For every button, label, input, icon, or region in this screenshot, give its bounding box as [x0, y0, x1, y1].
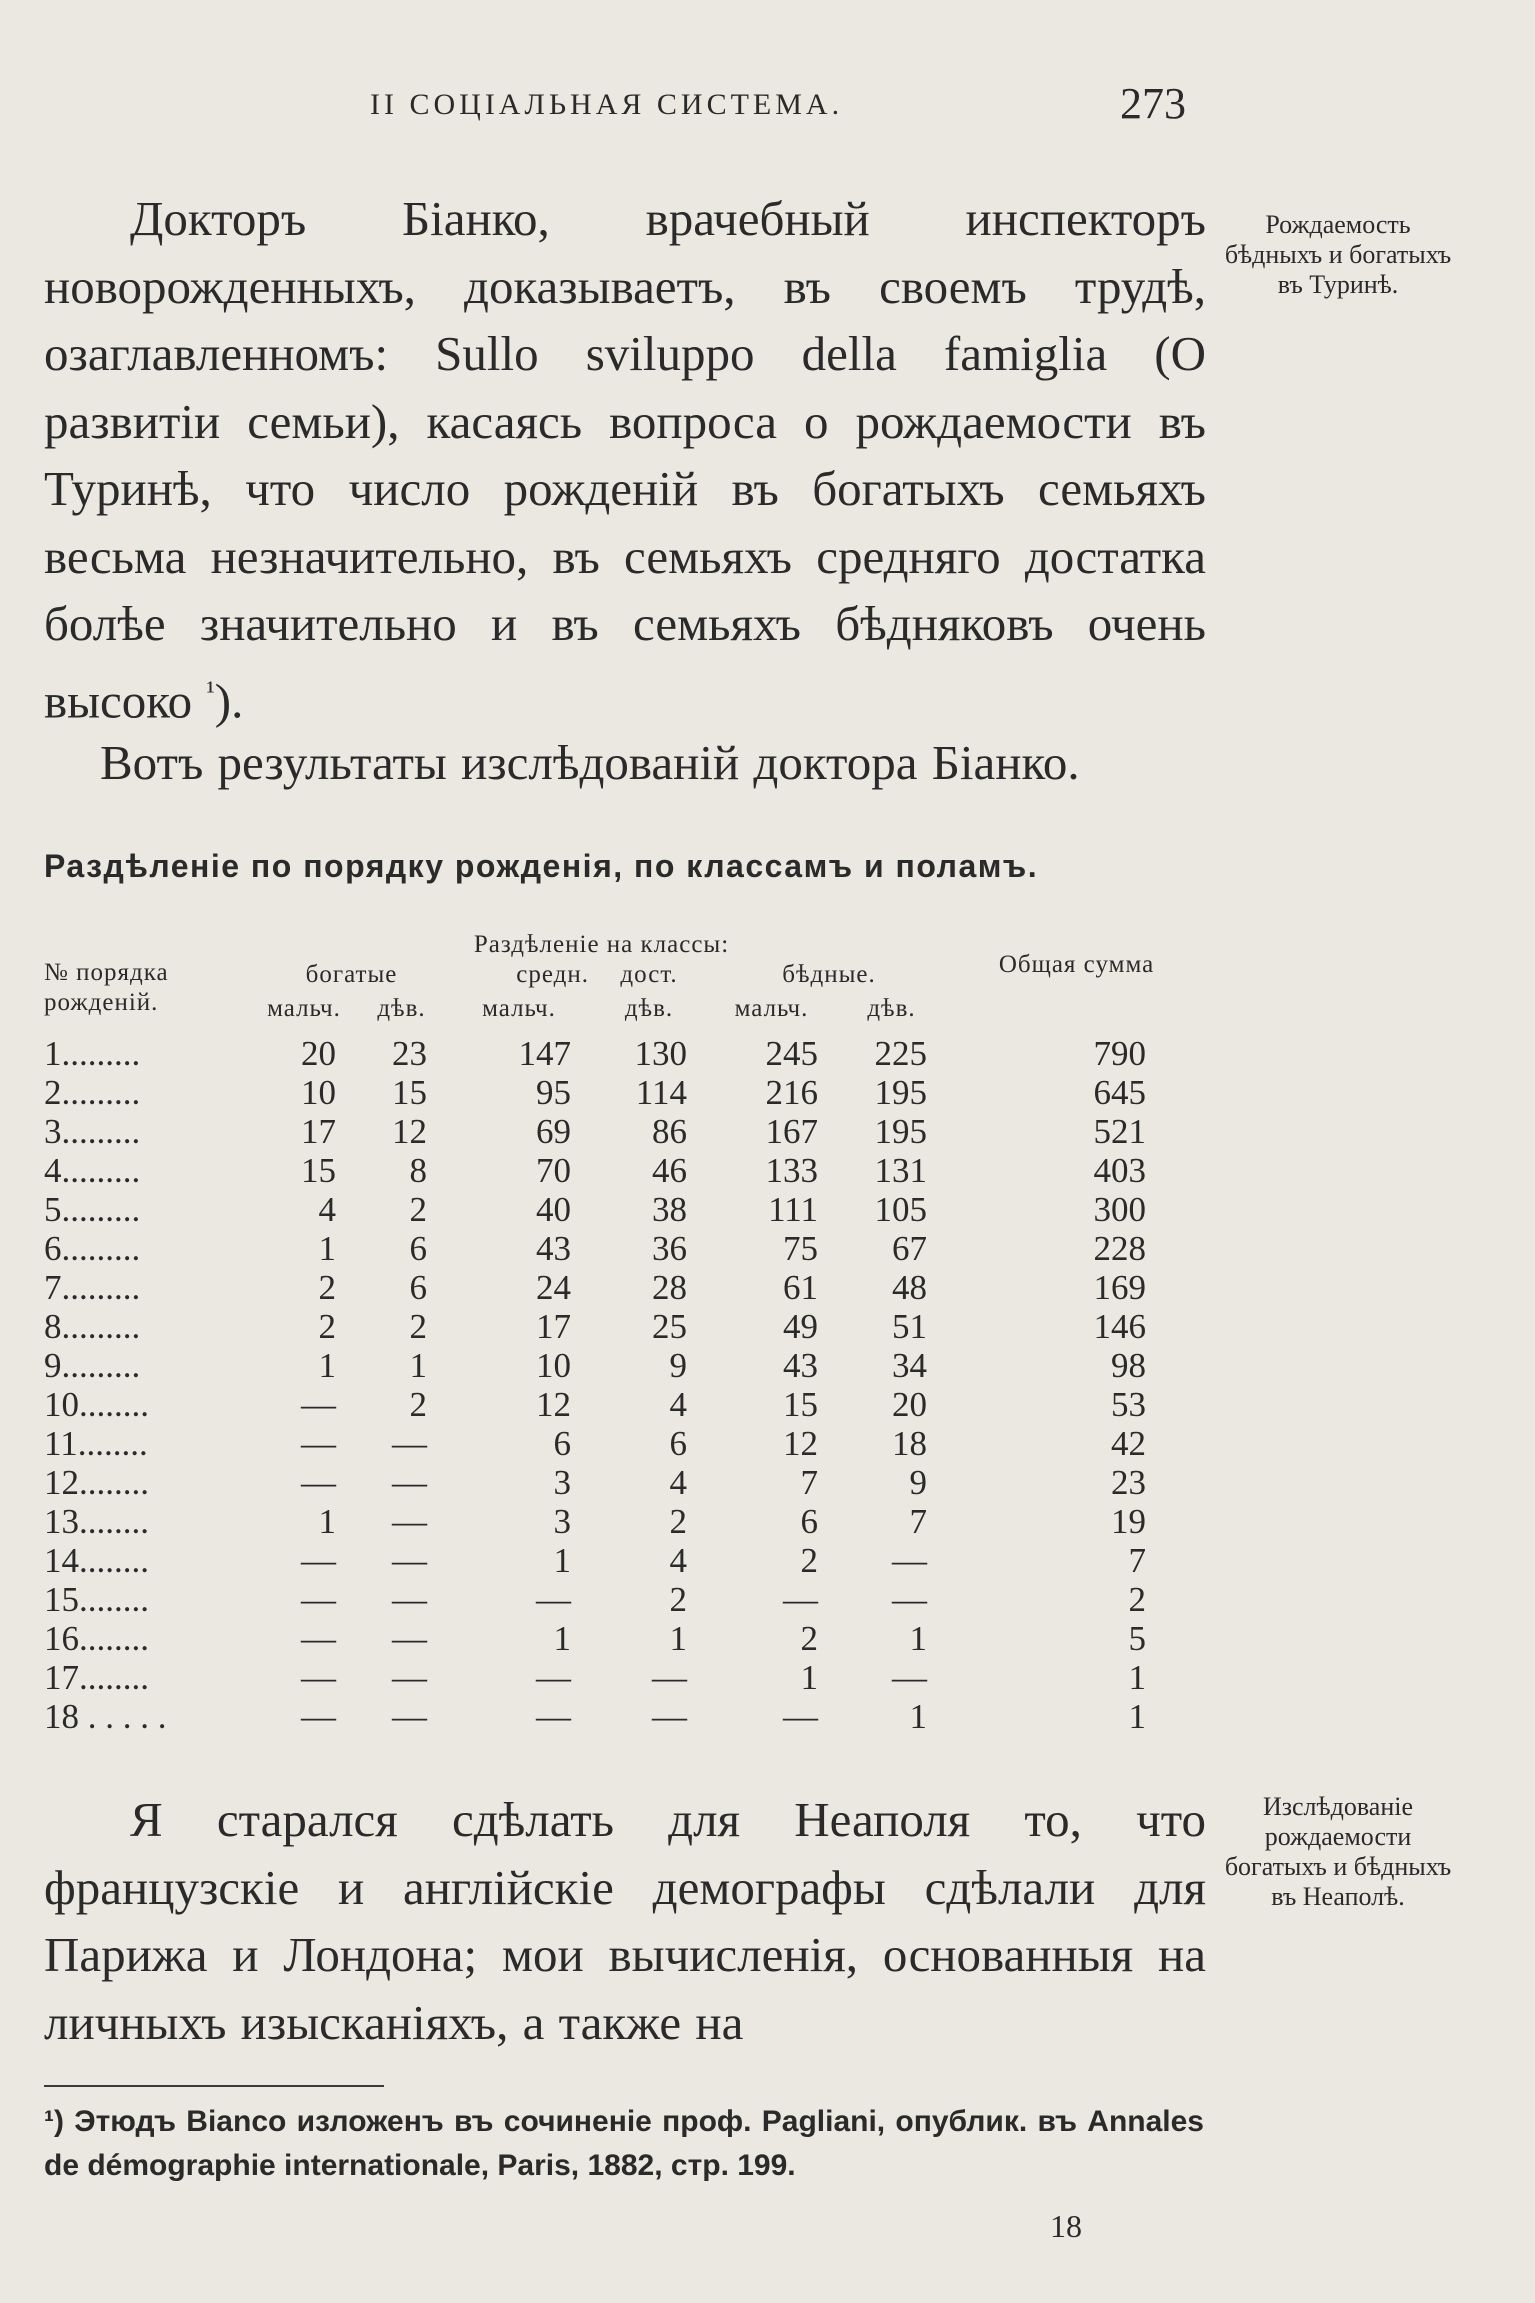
table-cell: —	[783, 1580, 818, 1619]
table-cell: —	[783, 1697, 818, 1736]
table-row	[44, 1190, 1204, 1229]
table-cell: 46	[652, 1151, 687, 1190]
table-cell: 2	[669, 1502, 687, 1541]
row-total: 645	[1093, 1073, 1146, 1112]
table-cell: 49	[783, 1307, 818, 1346]
table-row	[44, 1502, 1204, 1541]
birth-order-table	[44, 930, 1204, 1736]
table-cell: 6	[800, 1502, 818, 1541]
table-cell: 6	[409, 1268, 427, 1307]
table-cell: 61	[783, 1268, 818, 1307]
row-number: 14........	[44, 1541, 149, 1580]
table-cell: 48	[892, 1268, 927, 1307]
table-cell: 23	[392, 1034, 427, 1073]
table-row	[44, 1151, 1204, 1190]
table-cell: —	[301, 1463, 336, 1502]
table-cell: 10	[536, 1346, 571, 1385]
row-number: 15........	[44, 1580, 149, 1619]
margin-note-turin: Рождаемость бѣдныхъ и богатыхъ въ Туринѣ.	[1224, 210, 1452, 299]
table-cell: 95	[536, 1073, 571, 1112]
row-total: 521	[1093, 1112, 1146, 1151]
footnote-rule	[44, 2085, 384, 2087]
table-cell: 114	[635, 1073, 687, 1112]
row-number: 10........	[44, 1385, 149, 1424]
table-cell: —	[301, 1541, 336, 1580]
subheader: мальч.	[734, 995, 809, 1022]
table-cell: —	[536, 1580, 571, 1619]
table-cell: 15	[392, 1073, 427, 1112]
table-cell: 8	[409, 1151, 427, 1190]
table-cell: 3	[553, 1502, 571, 1541]
row-total: 2	[1128, 1580, 1146, 1619]
table-cell: 195	[874, 1112, 927, 1151]
table-cell: 10	[301, 1073, 336, 1112]
table-cell: 15	[301, 1151, 336, 1190]
row-total: 5	[1128, 1619, 1146, 1658]
row-total: 98	[1111, 1346, 1146, 1385]
row-total: 790	[1093, 1034, 1146, 1073]
table-cell: 69	[536, 1112, 571, 1151]
table-cell: —	[892, 1580, 927, 1619]
table-cell: 6	[669, 1424, 687, 1463]
table-cell: 216	[765, 1073, 818, 1112]
table-cell: 7	[909, 1502, 927, 1541]
table-cell: 17	[301, 1112, 336, 1151]
table-row	[44, 1463, 1204, 1502]
table-cell: —	[301, 1580, 336, 1619]
table-cell: 1	[318, 1502, 336, 1541]
row-total: 23	[1111, 1463, 1146, 1502]
row-total: 1	[1128, 1697, 1146, 1736]
footnote-ref: ¹	[206, 675, 215, 707]
table-cell: 4	[318, 1190, 336, 1229]
table-cell: —	[301, 1697, 336, 1736]
table-cell: 38	[652, 1190, 687, 1229]
table-cell: 105	[874, 1190, 927, 1229]
subheader: дѣв.	[624, 995, 674, 1022]
table-cell: 2	[318, 1268, 336, 1307]
table-cell: 6	[409, 1229, 427, 1268]
table-cell: —	[652, 1697, 687, 1736]
table-body	[44, 1034, 1204, 1736]
table-cell: —	[536, 1697, 571, 1736]
table-cell: —	[392, 1424, 427, 1463]
row-total: 53	[1111, 1385, 1146, 1424]
footnote: ¹) Этюдъ Bianco изложенъ въ сочиненіе проф. Pagliani, опублик. въ Annales de démographie internationale, Paris, 1882, стр. 199.	[44, 2105, 1204, 2182]
table-caption: Раздѣленіе по порядку рожденія, по классамъ и поламъ.	[44, 848, 1039, 884]
table-cell: —	[301, 1424, 336, 1463]
row-number: 17........	[44, 1658, 149, 1697]
row-total: 42	[1111, 1424, 1146, 1463]
table-cell: 1	[553, 1541, 571, 1580]
table-row	[44, 1697, 1204, 1736]
table-cell: 20	[892, 1385, 927, 1424]
row-total: 169	[1093, 1268, 1146, 1307]
table-cell: 2	[800, 1541, 818, 1580]
header-poor: бѣдные.	[782, 961, 876, 988]
table-cell: 75	[783, 1229, 818, 1268]
header-middle-1: средн.	[516, 961, 589, 988]
table-cell: 1	[909, 1697, 927, 1736]
header-classes: Раздѣленіе на классы:	[473, 931, 730, 958]
table-cell: —	[392, 1619, 427, 1658]
page-number: 273	[1120, 79, 1186, 128]
table-cell: 4	[669, 1463, 687, 1502]
table-cell: 1	[318, 1346, 336, 1385]
paragraph-2: Вотъ результаты изслѣдованій доктора Біанко.	[100, 735, 1080, 790]
table-cell: 225	[874, 1034, 927, 1073]
paragraph-3-text: Я старался сдѣлать для Неаполя то, что французскіе и англійскіе демографы сдѣлали для Парижа и Лондона; мои вычисленія, основанныя на личныхъ изысканіяхъ, а также на	[44, 1792, 1206, 2050]
table-row	[44, 1268, 1204, 1307]
row-total: 7	[1128, 1541, 1146, 1580]
table-cell: 1	[800, 1658, 818, 1697]
table-cell: 6	[553, 1424, 571, 1463]
table-cell: —	[301, 1619, 336, 1658]
table-cell: 2	[409, 1307, 427, 1346]
table-cell: 195	[874, 1073, 927, 1112]
row-number: 5.........	[44, 1190, 141, 1229]
row-total: 300	[1093, 1190, 1146, 1229]
table-cell: 34	[892, 1346, 927, 1385]
row-number: 8.........	[44, 1307, 141, 1346]
table-cell: —	[392, 1541, 427, 1580]
table-cell: 4	[669, 1385, 687, 1424]
table-cell: 12	[392, 1112, 427, 1151]
row-number: 12........	[44, 1463, 149, 1502]
header-total: Общая сумма	[998, 951, 1155, 978]
table-cell: 1	[553, 1619, 571, 1658]
row-number: 6.........	[44, 1229, 141, 1268]
paragraph-1-end: ).	[214, 672, 244, 728]
table-cell: 43	[536, 1229, 571, 1268]
table-cell: 12	[536, 1385, 571, 1424]
table-cell: 43	[783, 1346, 818, 1385]
table-cell: 20	[301, 1034, 336, 1073]
table-cell: 147	[518, 1034, 571, 1073]
table-cell: —	[392, 1580, 427, 1619]
row-number: 18 . . . . .	[44, 1697, 167, 1736]
subheader: мальч.	[267, 995, 341, 1022]
table-cell: —	[392, 1463, 427, 1502]
table-row	[44, 1541, 1204, 1580]
table-row	[44, 1346, 1204, 1385]
table-cell: 245	[765, 1034, 818, 1073]
paragraph-1	[44, 185, 1206, 734]
table-cell: 2	[669, 1580, 687, 1619]
subheader: дѣв.	[377, 995, 426, 1022]
table-cell: 1	[409, 1346, 427, 1385]
subheader: мальч.	[482, 995, 556, 1022]
table-cell: —	[536, 1658, 571, 1697]
table-cell: 1	[318, 1229, 336, 1268]
table-cell: —	[301, 1658, 336, 1697]
table-cell: 1	[909, 1619, 927, 1658]
table-cell: 86	[652, 1112, 687, 1151]
table-row	[44, 1580, 1204, 1619]
table-cell: 15	[783, 1385, 818, 1424]
table-row	[44, 1619, 1204, 1658]
row-total: 146	[1093, 1307, 1146, 1346]
table-cell: 4	[669, 1541, 687, 1580]
table-cell: 7	[800, 1463, 818, 1502]
signature-mark: 18	[1050, 2208, 1082, 2244]
header-rich: богатые	[305, 961, 398, 988]
table-cell: 9	[669, 1346, 687, 1385]
table-cell: —	[892, 1541, 927, 1580]
table-row	[44, 1229, 1204, 1268]
table-row	[44, 1073, 1204, 1112]
table-cell: 51	[892, 1307, 927, 1346]
table-cell: —	[652, 1658, 687, 1697]
row-total: 228	[1093, 1229, 1146, 1268]
table-cell: 70	[536, 1151, 571, 1190]
row-total: 1	[1128, 1658, 1146, 1697]
row-number: 2.........	[44, 1073, 141, 1112]
table-cell: 17	[536, 1307, 571, 1346]
table-cell: 25	[652, 1307, 687, 1346]
table-cell: 3	[553, 1463, 571, 1502]
table-cell: —	[892, 1658, 927, 1697]
table-cell: 130	[634, 1034, 687, 1073]
table-cell: 12	[783, 1424, 818, 1463]
paragraph-3	[44, 1786, 1206, 2056]
table-row	[44, 1307, 1204, 1346]
table-cell: —	[392, 1658, 427, 1697]
table-cell: 9	[909, 1463, 927, 1502]
row-number: 1.........	[44, 1034, 141, 1073]
row-number: 9.........	[44, 1346, 141, 1385]
table-cell: 18	[892, 1424, 927, 1463]
table-cell: 24	[536, 1268, 571, 1307]
table-cell: 1	[669, 1619, 687, 1658]
table-cell: 2	[800, 1619, 818, 1658]
row-number: 7.........	[44, 1268, 141, 1307]
row-total: 19	[1111, 1502, 1146, 1541]
row-number: 11........	[44, 1424, 148, 1463]
table-cell: 111	[768, 1190, 818, 1229]
table-cell: 40	[536, 1190, 571, 1229]
header-middle-2: дост.	[620, 961, 678, 988]
table-row	[44, 1385, 1204, 1424]
table-cell: 2	[409, 1385, 427, 1424]
row-number: 4.........	[44, 1151, 141, 1190]
table-cell: 167	[765, 1112, 818, 1151]
subheader: дѣв.	[867, 995, 916, 1022]
row-total: 403	[1093, 1151, 1146, 1190]
table-cell: 2	[318, 1307, 336, 1346]
margin-note-naples: Изслѣдованіе рождаемости богатыхъ и бѣдныхъ въ Неаполѣ.	[1224, 1792, 1452, 1911]
table-cell: 36	[652, 1229, 687, 1268]
table-row	[44, 1424, 1204, 1463]
paragraph-1-text: Докторъ Біанко, врачебный инспекторъ новорожденныхъ, доказываетъ, въ своемъ трудѣ, озаглавленномъ: Sullo sviluppo della famiglia (О развитіи семьи), касаясь вопроса о рождаемости въ Туринѣ, что число рожденій въ богатыхъ семьяхъ весьма незначительно, въ семьяхъ средняго достатка болѣе значительно и въ семьяхъ бѣдняковъ очень высоко	[44, 191, 1206, 728]
table-row	[44, 1112, 1204, 1151]
table-cell: 2	[409, 1190, 427, 1229]
table-cell: —	[392, 1697, 427, 1736]
table-cell: —	[301, 1385, 336, 1424]
table-cell: 131	[874, 1151, 927, 1190]
row-number: 13........	[44, 1502, 149, 1541]
row-number: 16........	[44, 1619, 149, 1658]
table-row	[44, 1658, 1204, 1697]
table-cell: 133	[765, 1151, 818, 1190]
running-title: II СОЦІАЛЬНАЯ СИСТЕМА.	[370, 88, 844, 121]
table-row	[44, 1034, 1204, 1073]
row-number: 3.........	[44, 1112, 141, 1151]
table-cell: —	[392, 1502, 427, 1541]
table-cell: 28	[652, 1268, 687, 1307]
table-cell: 67	[892, 1229, 927, 1268]
header-order: № порядка рожденій.	[44, 959, 169, 1016]
